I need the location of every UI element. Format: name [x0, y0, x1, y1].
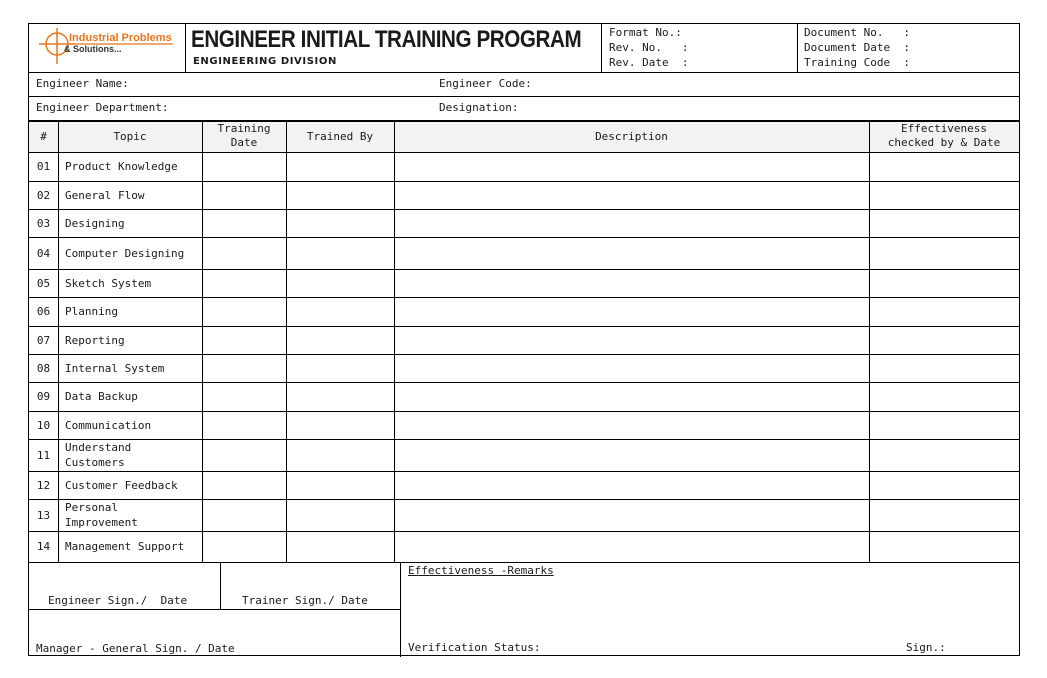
row-description-cell[interactable]	[394, 237, 869, 269]
row-effectiveness-cell[interactable]	[869, 297, 1019, 326]
row-topic: Planning	[65, 305, 118, 318]
row-topic: Management Support	[65, 540, 185, 553]
document-date-label: Document Date :	[804, 41, 910, 54]
rev-date-label: Rev. Date :	[609, 56, 689, 69]
form-subtitle: ENGINEERING DIVISION	[193, 56, 337, 67]
rev-no-label: Rev. No. :	[609, 41, 689, 54]
row-number: 02	[36, 188, 51, 202]
row-number: 12	[36, 478, 51, 492]
row-effectiveness-cell[interactable]	[869, 326, 1019, 354]
row-topic: Computer Designing	[65, 246, 185, 260]
grid-line	[869, 121, 870, 562]
grid-line	[286, 121, 287, 562]
row-description-cell[interactable]	[394, 326, 869, 354]
row-effectiveness-cell[interactable]	[869, 269, 1019, 297]
row-description-cell[interactable]	[394, 181, 869, 209]
trainer-sign-field[interactable]: Trainer Sign./ Date	[242, 594, 368, 607]
row-effectiveness-cell[interactable]	[869, 499, 1019, 531]
row-trained-by-cell[interactable]	[286, 382, 394, 411]
col-header-training-date-line2: Date	[230, 136, 258, 149]
row-description-cell[interactable]	[394, 471, 869, 499]
row-effectiveness-cell[interactable]	[869, 181, 1019, 209]
grid-line	[29, 209, 1019, 210]
row-training-date-cell[interactable]	[202, 382, 286, 411]
grid-line	[29, 411, 1019, 412]
row-topic: Understand Customers	[65, 441, 132, 469]
grid-line	[29, 297, 1019, 298]
row-description-cell[interactable]	[394, 209, 869, 237]
company-logo	[35, 26, 185, 68]
row-number: 03	[36, 216, 51, 230]
row-number: 13	[36, 508, 51, 522]
grid-line	[29, 439, 1019, 440]
row-number: 14	[36, 540, 51, 553]
grid-line	[29, 269, 1019, 270]
col-header-effectiveness-line1: Effectiveness	[900, 122, 988, 135]
logo-line-2: & Solutions...	[64, 44, 122, 54]
logo-line-1: Industrial Problems	[69, 32, 172, 44]
row-training-date-cell[interactable]	[202, 181, 286, 209]
row-training-date-cell[interactable]	[202, 326, 286, 354]
grid-line	[29, 382, 1019, 383]
effectiveness-remarks-label: Effectiveness -Remarks	[408, 564, 554, 577]
row-training-date-cell[interactable]	[202, 269, 286, 297]
grid-line	[29, 471, 1019, 472]
col-header-description: Description	[595, 130, 668, 143]
row-description-cell[interactable]	[394, 382, 869, 411]
row-number: 08	[36, 361, 51, 375]
row-topic: Data Backup	[65, 390, 138, 403]
row-description-cell[interactable]	[394, 297, 869, 326]
row-effectiveness-cell[interactable]	[869, 354, 1019, 382]
grid-line	[29, 531, 1019, 532]
row-trained-by-cell[interactable]	[286, 297, 394, 326]
row-description-cell[interactable]	[394, 411, 869, 439]
row-training-date-cell[interactable]	[202, 439, 286, 471]
verification-status-field[interactable]: Verification Status:	[408, 641, 541, 654]
grid-line	[394, 121, 395, 562]
row-topic: Internal System	[65, 361, 165, 375]
row-topic: Sketch System	[65, 276, 152, 290]
row-number: 01	[36, 160, 51, 173]
row-number: 07	[36, 333, 51, 347]
col-header-number: #	[40, 130, 47, 143]
row-topic: Designing	[65, 216, 125, 230]
grid-line	[29, 562, 1019, 563]
row-topic: Personal Improvement	[65, 501, 138, 529]
row-trained-by-cell[interactable]	[286, 181, 394, 209]
col-header-topic: Topic	[113, 130, 147, 143]
document-no-label: Document No. :	[804, 26, 910, 39]
grid-line	[29, 499, 1019, 500]
row-training-date-cell[interactable]	[202, 531, 286, 562]
format-no-label: Format No.:	[609, 26, 682, 39]
training-code-label: Training Code :	[804, 56, 910, 69]
row-effectiveness-cell[interactable]	[869, 439, 1019, 471]
row-description-cell[interactable]	[394, 499, 869, 531]
row-description-cell[interactable]	[394, 531, 869, 562]
row-effectiveness-cell[interactable]	[869, 209, 1019, 237]
row-training-date-cell[interactable]	[202, 354, 286, 382]
engineer-code-field[interactable]: Engineer Code:	[439, 77, 532, 90]
designation-field[interactable]: Designation:	[439, 101, 519, 114]
row-trained-by-cell[interactable]	[286, 152, 394, 181]
row-topic: Product Knowledge	[65, 160, 178, 173]
row-trained-by-cell[interactable]	[286, 237, 394, 269]
row-trained-by-cell[interactable]	[286, 531, 394, 562]
col-header-training-date-line1: Training	[217, 122, 271, 135]
grid-line	[29, 354, 1019, 355]
grid-line	[29, 237, 1019, 238]
row-topic: Communication	[65, 418, 152, 432]
row-effectiveness-cell[interactable]	[869, 237, 1019, 269]
row-number: 11	[36, 448, 51, 462]
grid-line	[29, 152, 1019, 153]
row-topic: Reporting	[65, 333, 125, 347]
row-effectiveness-cell[interactable]	[869, 152, 1019, 181]
row-training-date-cell[interactable]	[202, 499, 286, 531]
grid-line	[58, 121, 59, 562]
row-training-date-cell[interactable]	[202, 411, 286, 439]
row-trained-by-cell[interactable]	[286, 354, 394, 382]
row-effectiveness-cell[interactable]	[869, 382, 1019, 411]
row-number: 10	[36, 418, 51, 432]
row-description-cell[interactable]	[394, 439, 869, 471]
row-trained-by-cell[interactable]	[286, 209, 394, 237]
manager-sign-field[interactable]: Manager - General Sign. / Date	[36, 642, 235, 655]
row-description-cell[interactable]	[394, 354, 869, 382]
row-effectiveness-cell[interactable]	[869, 411, 1019, 439]
form-title: ENGINEER INITIAL TRAINING PROGRAM	[191, 26, 582, 53]
row-trained-by-cell[interactable]	[286, 326, 394, 354]
row-trained-by-cell[interactable]	[286, 471, 394, 499]
row-trained-by-cell[interactable]	[286, 269, 394, 297]
row-training-date-cell[interactable]	[202, 152, 286, 181]
row-effectiveness-cell[interactable]	[869, 531, 1019, 562]
row-topic: General Flow	[65, 188, 145, 202]
grid-line	[202, 121, 203, 562]
engineer-name-field[interactable]: Engineer Name:	[36, 77, 129, 90]
row-trained-by-cell[interactable]	[286, 439, 394, 471]
training-form	[28, 23, 1020, 656]
row-trained-by-cell[interactable]	[286, 499, 394, 531]
row-description-cell[interactable]	[394, 152, 869, 181]
row-effectiveness-cell[interactable]	[869, 471, 1019, 499]
col-header-effectiveness	[869, 121, 1019, 152]
row-number: 05	[36, 276, 51, 290]
col-header-training-date	[202, 121, 286, 152]
grid-line	[29, 121, 1019, 122]
grid-line	[29, 326, 1019, 327]
row-training-date-cell[interactable]	[202, 209, 286, 237]
row-number: 09	[36, 390, 51, 403]
row-topic: Customer Feedback	[65, 478, 178, 492]
engineer-sign-field[interactable]: Engineer Sign./ Date	[48, 594, 188, 607]
row-training-date-cell[interactable]	[202, 237, 286, 269]
row-description-cell[interactable]	[394, 269, 869, 297]
row-number: 06	[36, 305, 51, 318]
row-trained-by-cell[interactable]	[286, 411, 394, 439]
grid-line	[29, 181, 1019, 182]
col-header-trained-by: Trained By	[306, 130, 374, 143]
row-training-date-cell[interactable]	[202, 471, 286, 499]
engineer-department-field[interactable]: Engineer Department:	[36, 101, 169, 114]
col-header-effectiveness-line2: checked by & Date	[887, 136, 1001, 149]
sign-field[interactable]: Sign.:	[906, 641, 946, 654]
row-training-date-cell[interactable]	[202, 297, 286, 326]
row-number: 04	[36, 246, 51, 260]
